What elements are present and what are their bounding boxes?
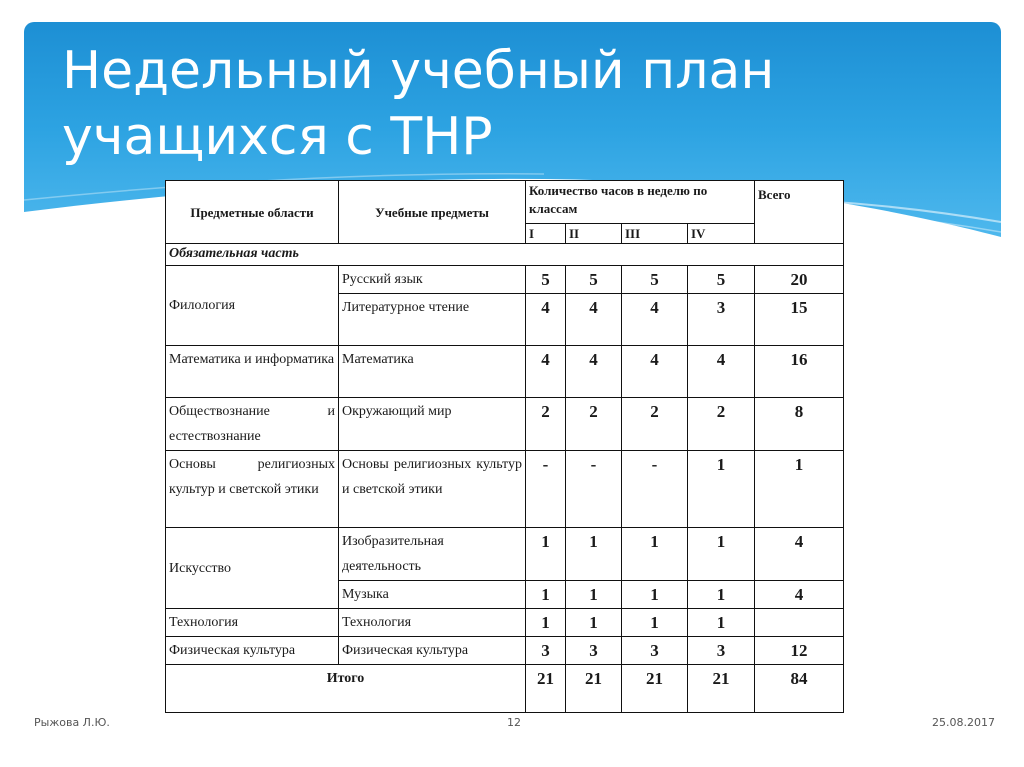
header-total: Всего bbox=[755, 181, 844, 244]
subject-music: Музыка bbox=[339, 581, 526, 609]
hours-cell: 4 bbox=[622, 294, 688, 346]
total-cell: 8 bbox=[755, 398, 844, 451]
totals-row bbox=[166, 665, 844, 713]
grade-header-3: III bbox=[622, 224, 688, 244]
footer-date: 25.08.2017 bbox=[932, 716, 995, 729]
table-row bbox=[166, 609, 844, 637]
total-cell bbox=[755, 609, 844, 637]
footer-page-number: 12 bbox=[507, 716, 521, 729]
area-math: Математика и информатика bbox=[166, 346, 339, 398]
grade-header-4: IV bbox=[688, 224, 755, 244]
table-row bbox=[166, 637, 844, 665]
slide-title-line-1: Недельный учебный план bbox=[62, 41, 775, 101]
area-technology: Технология bbox=[166, 609, 339, 637]
hours-cell: 2 bbox=[526, 398, 566, 451]
hours-cell: 4 bbox=[622, 346, 688, 398]
subject-technology: Технология bbox=[339, 609, 526, 637]
grade-header-1: I bbox=[526, 224, 566, 244]
footer-author: Рыжова Л.Ю. bbox=[34, 716, 110, 729]
hours-cell: 3 bbox=[622, 637, 688, 665]
hours-cell: 1 bbox=[622, 581, 688, 609]
hours-cell: 4 bbox=[566, 294, 622, 346]
table-row bbox=[166, 398, 844, 451]
hours-cell: 4 bbox=[688, 346, 755, 398]
subject-russian: Русский язык bbox=[339, 266, 526, 294]
header-subjects: Учебные предметы bbox=[339, 181, 526, 244]
section-row bbox=[166, 244, 844, 266]
hours-cell: 1 bbox=[688, 528, 755, 581]
total-cell: 15 bbox=[755, 294, 844, 346]
subject-math: Математика bbox=[339, 346, 526, 398]
hours-cell: 4 bbox=[526, 294, 566, 346]
table-row bbox=[166, 528, 844, 581]
hours-cell: 5 bbox=[622, 266, 688, 294]
hours-cell: 1 bbox=[688, 451, 755, 528]
area-social-science: Обществознание и естествознание bbox=[166, 398, 339, 451]
hours-cell: 1 bbox=[526, 528, 566, 581]
hours-cell: 1 bbox=[526, 609, 566, 637]
hours-cell: 3 bbox=[688, 637, 755, 665]
total-cell: 4 bbox=[755, 581, 844, 609]
hours-cell: - bbox=[526, 451, 566, 528]
hours-cell: 2 bbox=[566, 398, 622, 451]
hours-cell: 1 bbox=[566, 609, 622, 637]
hours-cell: 4 bbox=[566, 346, 622, 398]
hours-cell: 1 bbox=[622, 609, 688, 637]
header-hours-per-week: Количество часов в неделю по классам bbox=[526, 181, 755, 224]
grand-total-cell: 84 bbox=[755, 665, 844, 713]
subject-literature: Литературное чтение bbox=[339, 294, 526, 346]
table-row bbox=[166, 266, 844, 294]
totals-hours-cell: 21 bbox=[566, 665, 622, 713]
total-cell: 20 bbox=[755, 266, 844, 294]
subject-world: Окружающий мир bbox=[339, 398, 526, 451]
hours-cell: - bbox=[622, 451, 688, 528]
hours-cell: 1 bbox=[566, 528, 622, 581]
slide-title-line-2: учащихся с ТНР bbox=[62, 107, 493, 167]
hours-cell: 2 bbox=[688, 398, 755, 451]
hours-cell: 1 bbox=[688, 581, 755, 609]
section-label: Обязательная часть bbox=[166, 244, 844, 266]
total-cell: 4 bbox=[755, 528, 844, 581]
hours-cell: 4 bbox=[526, 346, 566, 398]
hours-cell: 3 bbox=[566, 637, 622, 665]
hours-cell: 1 bbox=[688, 609, 755, 637]
table-header-row bbox=[166, 181, 844, 224]
hours-cell: 5 bbox=[526, 266, 566, 294]
area-philology: Филология bbox=[166, 266, 339, 346]
area-art: Искусство bbox=[166, 528, 339, 609]
subject-physical-education: Физическая культура bbox=[339, 637, 526, 665]
hours-cell: 5 bbox=[566, 266, 622, 294]
total-cell: 16 bbox=[755, 346, 844, 398]
header-areas: Предметные области bbox=[166, 181, 339, 244]
table-row bbox=[166, 346, 844, 398]
hours-cell: 1 bbox=[566, 581, 622, 609]
total-cell: 1 bbox=[755, 451, 844, 528]
totals-hours-cell: 21 bbox=[688, 665, 755, 713]
hours-cell: 5 bbox=[688, 266, 755, 294]
area-religion-ethics: Основы религиозных культур и светской этики bbox=[166, 451, 339, 528]
hours-cell: - bbox=[566, 451, 622, 528]
curriculum-table bbox=[165, 180, 844, 713]
hours-cell: 1 bbox=[526, 581, 566, 609]
slide-title bbox=[62, 38, 774, 170]
total-cell: 12 bbox=[755, 637, 844, 665]
grade-header-2: II bbox=[566, 224, 622, 244]
subject-religion-ethics: Основы религиозных культур и светской этики bbox=[339, 451, 526, 528]
subject-visual-art: Изобразительная деятельность bbox=[339, 528, 526, 581]
hours-cell: 3 bbox=[688, 294, 755, 346]
totals-hours-cell: 21 bbox=[526, 665, 566, 713]
hours-cell: 3 bbox=[526, 637, 566, 665]
totals-hours-cell: 21 bbox=[622, 665, 688, 713]
area-physical-education: Физическая культура bbox=[166, 637, 339, 665]
hours-cell: 2 bbox=[622, 398, 688, 451]
hours-cell: 1 bbox=[622, 528, 688, 581]
table-row bbox=[166, 451, 844, 528]
totals-label: Итого bbox=[166, 665, 526, 713]
